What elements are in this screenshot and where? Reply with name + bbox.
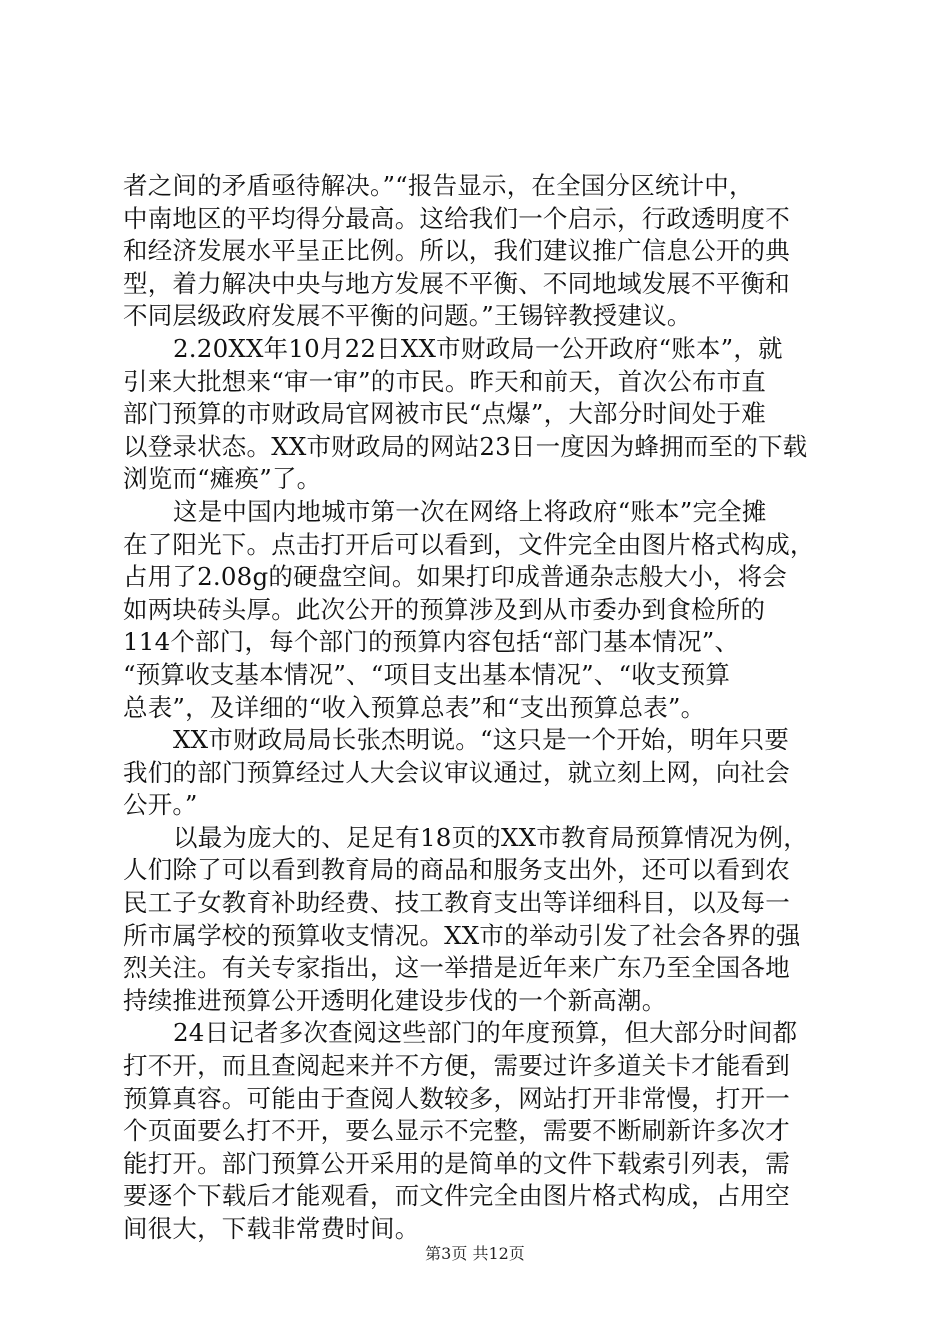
text-line: 民工子女教育补助经费、技工教育支出等详细科目，以及每一 [123, 888, 790, 918]
text-line: 部门预算的市财政局官网被市民“点爆”，大部分时间处于难 [123, 399, 766, 429]
text-line: 我们的部门预算经过人大会议审议通过，就立刻上网，向社会 [123, 757, 790, 787]
text-line: 者之间的矛盾亟待解决。”“报告显示，在全国分区统计中， [123, 171, 754, 200]
page-number-footer: 第3页 共12页 [425, 1244, 525, 1263]
text-line: 占用了2.08g的硬盘空间。如果打印成普通杂志般大小，将会 [123, 562, 788, 592]
text-line: 能打开。部门预算公开采用的是简单的文件下载索引列表，需 [123, 1148, 790, 1178]
text-line: 个页面要么打不开，要么显示不完整，需要不断刷新许多次才 [123, 1116, 790, 1146]
text-line: “预算收支基本情况”、“项目支出基本情况”、“收支预算 [123, 659, 731, 689]
text-line: 预算真容。可能由于查阅人数较多，网站打开非常慢，打开一 [123, 1083, 790, 1113]
text-line: 如两块砖头厚。此次公开的预算涉及到从市委办到食检所的 [123, 594, 766, 624]
text-line: 在了阳光下。点击打开后可以看到，文件完全由图片格式构成， [123, 529, 815, 559]
text-line: 2.20XX年10月22日XX市财政局一公开政府“账本”，就 [173, 333, 783, 363]
text-line: 公开。” [123, 790, 198, 820]
document-body [123, 170, 835, 1246]
text-line: 和经济发展水平呈正比例。所以，我们建议推广信息公开的典 [123, 236, 790, 266]
text-line: 人们除了可以看到教育局的商品和服务支出外，还可以看到农 [123, 855, 790, 885]
text-line: 型，着力解决中央与地方发展不平衡、不同地域发展不平衡和 [123, 268, 790, 298]
text-line: XX市财政局局长张杰明说。“这只是一个开始，明年只要 [173, 725, 790, 755]
text-line: 不同层级政府发展不平衡的问题。”王锡锌教授建议。 [123, 301, 692, 331]
text-line: 所市属学校的预算收支情况。XX市的举动引发了社会各界的强 [123, 920, 801, 950]
text-line: 这是中国内地城市第一次在网络上将政府“账本”完全摊 [173, 496, 767, 526]
text-line: 中南地区的平均得分最高。这给我们一个启示，行政透明度不 [123, 203, 790, 233]
text-line: 总表”，及详细的“收入预算总表”和“支出预算总表”。 [123, 692, 706, 722]
text-line: 要逐个下载后才能观看，而文件完全由图片格式构成，占用空 [123, 1181, 790, 1211]
text-line: 浏览而“瘫痪”了。 [123, 464, 322, 494]
text-line: 以登录状态。XX市财政局的网站23日一度因为蜂拥而至的下载 [123, 431, 808, 461]
text-line: 以最为庞大的、足足有18页的XX市教育局预算情况为例， [173, 822, 808, 852]
text-line: 烈关注。有关专家指出，这一举措是近年来广东乃至全国各地 [123, 953, 790, 983]
text-line: 24日记者多次查阅这些部门的年度预算，但大部分时间都 [173, 1018, 798, 1048]
text-line: 间很大，下载非常费时间。 [123, 1214, 420, 1243]
text-line: 持续推进预算公开透明化建设步伐的一个新高潮。 [123, 985, 667, 1015]
text-line: 引来大批想来“审一审”的市民。昨天和前天，首次公布市直 [123, 366, 766, 396]
text-line: 114个部门，每个部门的预算内容包括“部门基本情况”、 [123, 627, 740, 657]
text-line: 打不开，而且查阅起来并不方便，需要过许多道关卡才能看到 [123, 1051, 790, 1081]
